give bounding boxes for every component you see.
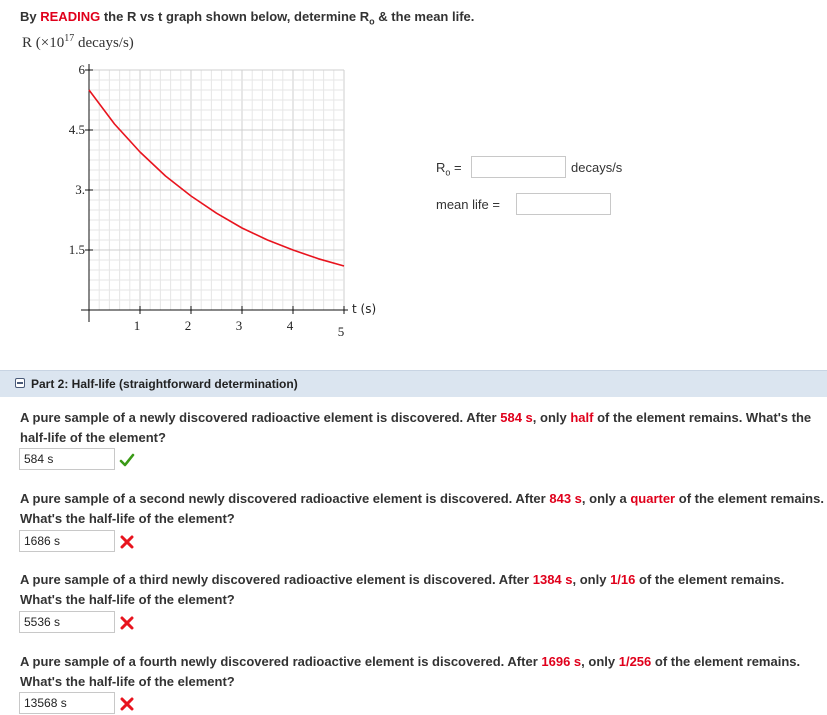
incorrect-x-icon	[119, 615, 135, 631]
part2-title: Part 2: Half-life (straightforward determination)	[31, 377, 298, 391]
x-tick-label: 1	[133, 318, 141, 333]
r0-unit: decays/s	[571, 160, 623, 175]
mean-life-label: mean life =	[436, 197, 500, 212]
answer-input-2[interactable]: 1686 s	[19, 530, 115, 552]
emphasis-reading: READING	[40, 9, 101, 24]
y-tick-label: 4.5	[68, 122, 85, 137]
x-axis-label: t (s)	[352, 302, 377, 316]
question-3: A pure sample of a third newly discovered radioactive element is discovered. After 1384 s, only 1/16 of the element remains. What's the half-life of the element?	[20, 572, 785, 607]
question-4: A pure sample of a fourth newly discovered radioactive element is discovered. After 1696 s, only 1/256 of the element remains. What's the half-life of the element?	[20, 654, 801, 689]
y-tick-label: 3.	[75, 182, 85, 197]
problem-instruction: By READING the R vs t graph shown below, determine $R_o$ & the mean life.	[20, 9, 475, 27]
mean-life-input[interactable]	[516, 193, 611, 215]
r0-input[interactable]	[471, 156, 566, 178]
y-tick-label: 6	[78, 62, 85, 77]
question-2: A pure sample of a second newly discovered radioactive element is discovered. After 843 s, only a quarter of the element remains. What's the half-life of the element?	[20, 491, 824, 526]
question-1: A pure sample of a newly discovered radioactive element is discovered. After 584 s, only half of the element remains. What's the half-life of the element?	[20, 410, 812, 445]
answer-input-3[interactable]: 5536 s	[19, 611, 115, 633]
x-tick-label: 5	[337, 324, 345, 339]
incorrect-x-icon	[119, 696, 135, 712]
chart-grid	[89, 70, 344, 310]
chart-y-axis-label: R ($\times 10^{17}$ decays/s)	[22, 33, 134, 51]
y-tick-label: 1.5	[68, 242, 85, 257]
answer-input-4[interactable]: 13568 s	[19, 692, 115, 714]
collapse-toggle-icon[interactable]	[15, 378, 25, 388]
chart-axes	[78, 62, 348, 322]
x-tick-label: 3	[235, 318, 243, 333]
correct-check-icon	[119, 452, 135, 468]
incorrect-x-icon	[119, 534, 135, 550]
x-tick-label: 2	[184, 318, 192, 333]
r-vs-t-chart	[0, 55, 400, 345]
part2-header[interactable]	[0, 370, 827, 397]
x-tick-label: 4	[286, 318, 294, 333]
r0-label: $R_o$ =	[436, 160, 462, 178]
answer-input-1[interactable]: 584 s	[19, 448, 115, 470]
